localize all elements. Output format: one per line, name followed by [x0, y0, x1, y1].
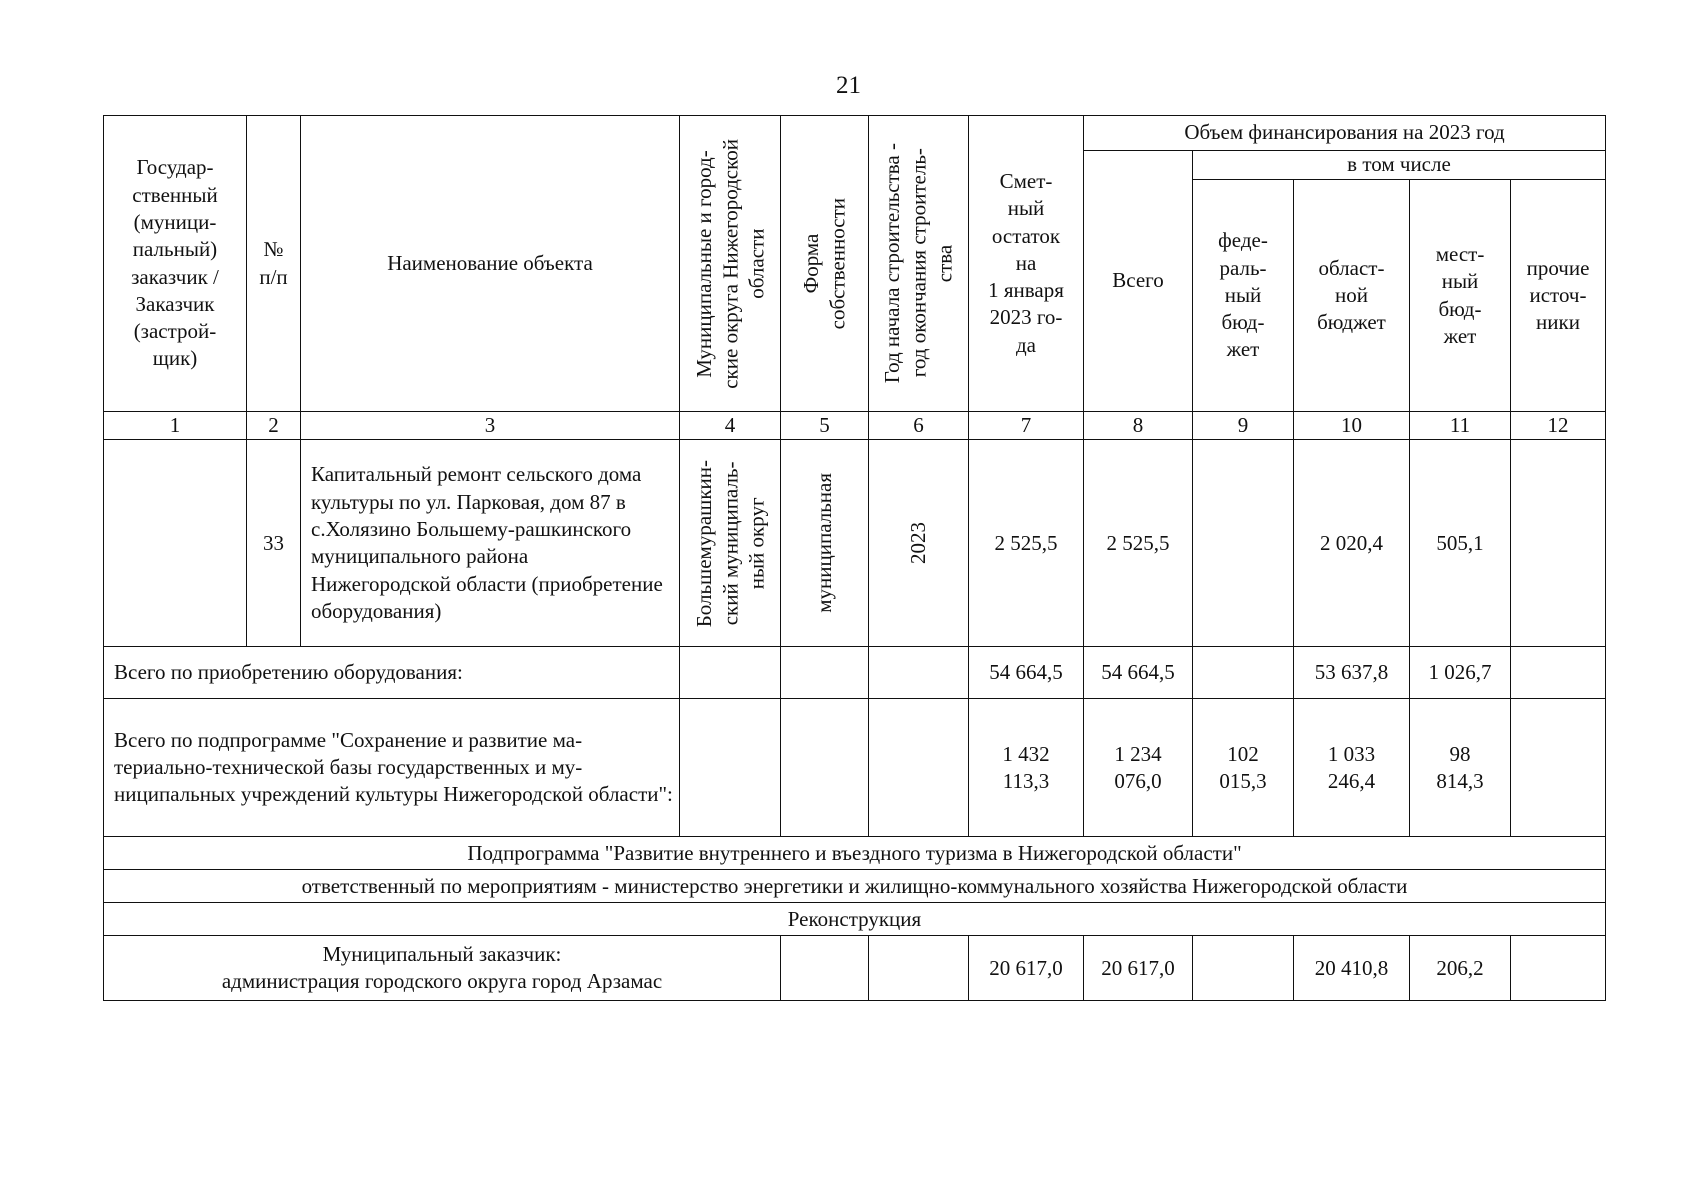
federal-value: 102 015,3	[1193, 699, 1294, 837]
header-customer: Государ- ственный (муници- пальный) заказчик / Заказчик (застрой- щик)	[104, 116, 247, 412]
empty-cell	[781, 936, 869, 1001]
column-numbers-row	[104, 412, 1606, 440]
header-total: Всего	[1084, 151, 1193, 412]
column-number: 3	[301, 412, 680, 440]
column-number: 1	[104, 412, 247, 440]
header-ownership: Форма собственности	[781, 116, 869, 412]
header-other: прочие источ- ники	[1511, 180, 1606, 412]
empty-cell	[869, 699, 969, 837]
local-value: 206,2	[1410, 936, 1511, 1001]
header-financing: Объем финансирования на 2023 год	[1084, 116, 1606, 151]
header-local: мест- ный бюд- жет	[1410, 180, 1511, 412]
row-number: 33	[247, 440, 301, 647]
financing-table	[103, 115, 1606, 1001]
object-name: Капитальный ремонт сельского дома культуры по ул. Парковая, дом 87 в с.Холязино Большему-рашкинского муниципального района Нижегородской области (приобретение оборудования)	[301, 440, 680, 647]
section-reconstruction: Реконструкция	[104, 903, 1606, 936]
column-number: 12	[1511, 412, 1606, 440]
empty-cell	[869, 647, 969, 699]
regional-value: 53 637,8	[1294, 647, 1410, 699]
column-number: 11	[1410, 412, 1511, 440]
ownership-cell: муниципальная	[781, 440, 869, 647]
equipment-total-row	[104, 647, 1606, 699]
other-value	[1511, 440, 1606, 647]
header-object-name: Наименование объекта	[301, 116, 680, 412]
column-number: 5	[781, 412, 869, 440]
federal-value	[1193, 936, 1294, 1001]
local-value: 98 814,3	[1410, 699, 1511, 837]
municipal-customer-label: Муниципальный заказчик: администрация городского округа город Арзамас	[104, 936, 781, 1001]
remaining-value: 1 432 113,3	[969, 699, 1084, 837]
other-value	[1511, 699, 1606, 837]
section-responsible: ответственный по мероприятиям - министерство энергетики и жилищно-коммунального хозяйства Нижегородской области	[104, 870, 1606, 903]
local-value: 1 026,7	[1410, 647, 1511, 699]
federal-value	[1193, 440, 1294, 647]
local-value: 505,1	[1410, 440, 1511, 647]
column-number: 2	[247, 412, 301, 440]
column-number: 9	[1193, 412, 1294, 440]
header-years: Год начала строительства - год окончания строитель- ства	[869, 116, 969, 412]
header-remaining: Смет- ный остаток на 1 января 2023 го- да	[969, 116, 1084, 412]
column-number: 10	[1294, 412, 1410, 440]
total-value: 2 525,5	[1084, 440, 1193, 647]
customer-cell	[104, 440, 247, 647]
page-number: 21	[836, 72, 861, 99]
total-value: 1 234 076,0	[1084, 699, 1193, 837]
regional-value: 2 020,4	[1294, 440, 1410, 647]
district-cell: Большемурашкин- ский муниципаль- ный округ	[680, 440, 781, 647]
regional-value: 1 033 246,4	[1294, 699, 1410, 837]
header-including: в том числе	[1193, 151, 1606, 180]
total-value: 20 617,0	[1084, 936, 1193, 1001]
subprogram-total-row	[104, 699, 1606, 837]
remaining-value: 20 617,0	[969, 936, 1084, 1001]
column-number: 8	[1084, 412, 1193, 440]
remaining-value: 54 664,5	[969, 647, 1084, 699]
empty-cell	[680, 647, 781, 699]
header-federal: феде- раль- ный бюд- жет	[1193, 180, 1294, 412]
regional-value: 20 410,8	[1294, 936, 1410, 1001]
equipment-total-label: Всего по приобретению оборудования:	[104, 647, 680, 699]
empty-cell	[781, 699, 869, 837]
subprogram-total-label: Всего по подпрограмме "Сохранение и развитие ма-териально-технической базы государственных и му-ниципальных учреждений культуры Нижегородской области":	[104, 699, 680, 837]
total-value: 54 664,5	[1084, 647, 1193, 699]
remaining-value: 2 525,5	[969, 440, 1084, 647]
federal-value	[1193, 647, 1294, 699]
header-regional: област- ной бюджет	[1294, 180, 1410, 412]
header-districts: Муниципальные и город- ские округа Нижегородской области	[680, 116, 781, 412]
empty-cell	[869, 936, 969, 1001]
customer-row	[104, 936, 1606, 1001]
empty-cell	[680, 699, 781, 837]
column-number: 6	[869, 412, 969, 440]
empty-cell	[781, 647, 869, 699]
other-value	[1511, 936, 1606, 1001]
section-tourism-subprogram: Подпрограмма "Развитие внутреннего и въездного туризма в Нижегородской области"	[104, 837, 1606, 870]
column-number: 4	[680, 412, 781, 440]
table-row	[104, 440, 1606, 647]
years-cell: 2023	[869, 440, 969, 647]
header-number: № п/п	[247, 116, 301, 412]
column-number: 7	[969, 412, 1084, 440]
other-value	[1511, 647, 1606, 699]
